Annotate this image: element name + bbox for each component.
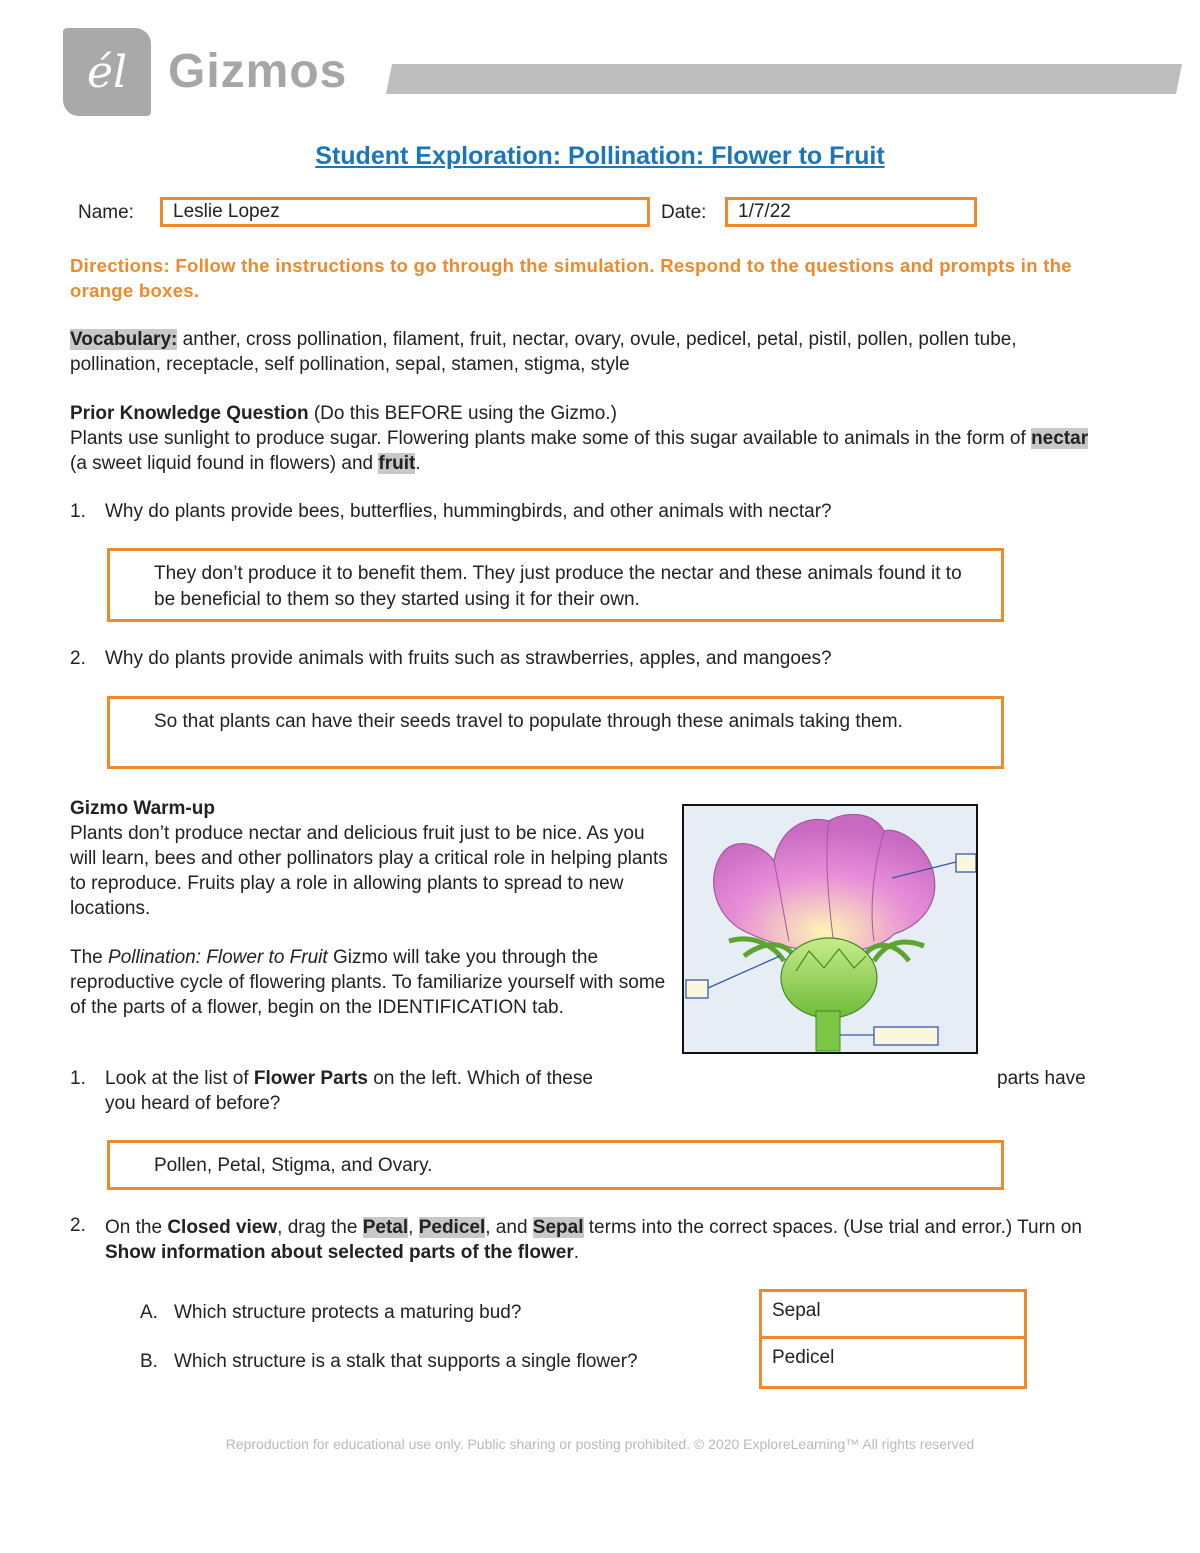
warmup-paragraph-1: Plants don’t produce nectar and delicious fruit just to be nice. As you will learn, bees and other pollinators play a critical role in helping plants to reproduce. Fruits play a role in allowing plants to spread to new locations. — [70, 823, 668, 919]
prior-text: Plants use sunlight to produce sugar. Flowering plants make some of this sugar available to animals in the form of — [70, 428, 1032, 449]
logo-glyph: él — [86, 47, 128, 98]
warmup-text: on the left. Which of these — [367, 1068, 593, 1089]
page-title: Student Exploration: Pollination: Flower to Fruit — [315, 142, 885, 170]
name-label: Name: — [78, 202, 134, 223]
warmup-question-1-cont: parts have — [997, 1068, 1086, 1089]
warmup-text: The — [70, 947, 109, 968]
prior-text: (a sweet liquid found in flowers) and — [70, 453, 379, 474]
warmup-text: terms into the correct spaces. (Use trial and error.) Turn on — [583, 1217, 1082, 1238]
sub-question-letter: A. — [140, 1302, 158, 1323]
warmup-section — [70, 796, 670, 1020]
closed-view-term: Closed view — [167, 1217, 278, 1238]
warmup-text: On the — [105, 1217, 168, 1238]
warmup-text: . — [573, 1242, 579, 1263]
question-number: 2. — [70, 648, 86, 669]
warmup-text: Gizmo will take you through the reproductive cycle of flowering plants. To familiarize yourself with some of the parts of a flower, begin on the IDENTIFICATION tab. — [70, 947, 666, 1018]
warmup-text: , and — [485, 1217, 533, 1238]
question-number: 1. — [70, 501, 86, 522]
warmup-text: , — [408, 1217, 419, 1238]
petal-term: Petal — [362, 1217, 409, 1238]
name-field[interactable]: Leslie Lopez — [160, 197, 650, 227]
flower-parts-term: Flower Parts — [253, 1068, 368, 1089]
answer-box-2[interactable]: So that plants can have their seeds travel to populate through these animals taking them. — [107, 696, 1004, 769]
prior-text: . — [415, 453, 421, 474]
header-bar — [386, 64, 1182, 94]
prior-knowledge — [70, 401, 1110, 476]
flower-illustration — [684, 806, 976, 1052]
answer-cell-a[interactable]: Sepal — [762, 1292, 1024, 1339]
warmup-question-1 — [105, 1068, 593, 1090]
vocabulary-terms: anther, cross pollination, filament, fruit, nectar, ovary, ovule, pedicel, petal, pistil, pollen, pollen tube, pollination, receptacle, self pollination, sepal, stamen, stigma, style — [70, 329, 1017, 375]
sepal-term: Sepal — [532, 1217, 584, 1238]
warmup-text: Look at the list of — [105, 1068, 254, 1089]
directions: Directions: Follow the instructions to go through the simulation. Respond to the questions and prompts in the orange boxes. — [70, 255, 1072, 301]
warmup-paragraph-2 — [70, 945, 670, 1020]
warmup-heading: Gizmo Warm-up — [70, 798, 215, 819]
gizmo-name: Pollination: Flower to Fruit — [108, 947, 328, 968]
vocabulary — [70, 327, 1110, 377]
sub-question-b: Which structure is a stalk that supports a single flower? — [174, 1351, 638, 1372]
nectar-term: nectar — [1031, 428, 1089, 449]
answer-cell-b[interactable]: Pedicel — [772, 1347, 835, 1368]
date-field[interactable]: 1/7/22 — [725, 197, 977, 227]
prior-heading: Prior Knowledge Question — [70, 403, 309, 424]
prior-heading-note: (Do this BEFORE using the Gizmo.) — [308, 403, 617, 424]
answer-table — [759, 1289, 1027, 1389]
vocabulary-label: Vocabulary: — [70, 329, 178, 350]
prior-question-2: Why do plants provide animals with fruits such as strawberries, apples, and mangoes? — [105, 648, 832, 669]
prior-question-1: Why do plants provide bees, butterflies, hummingbirds, and other animals with nectar? — [105, 501, 832, 522]
sub-question-a: Which structure protects a maturing bud? — [174, 1302, 522, 1323]
fruit-term: fruit — [378, 453, 416, 474]
flower-diagram — [682, 804, 978, 1054]
footer-copyright: Reproduction for educational use only. Public sharing or posting prohibited. © 2020 ExploreLearning™ All rights reserved — [225, 1436, 975, 1452]
date-label: Date: — [661, 202, 707, 223]
warmup-text: , drag the — [277, 1217, 363, 1238]
gizmos-brand: Gizmos — [168, 45, 348, 98]
question-number: 1. — [70, 1068, 86, 1089]
pedicel-term: Pedicel — [418, 1217, 486, 1238]
sub-question-letter: B. — [140, 1351, 158, 1372]
warmup-question-2 — [105, 1215, 1095, 1265]
warmup-question-1-cont: you heard of before? — [105, 1093, 281, 1114]
show-info-term: Show information about selected parts of the flower — [105, 1242, 574, 1263]
answer-box-1[interactable]: They don’t produce it to benefit them. They just produce the nectar and these animals found it to be beneficial to them so they started using it for their own. — [107, 548, 1004, 622]
question-number: 2. — [70, 1215, 86, 1236]
answer-box-3[interactable]: Pollen, Petal, Stigma, and Ovary. — [107, 1140, 1004, 1190]
